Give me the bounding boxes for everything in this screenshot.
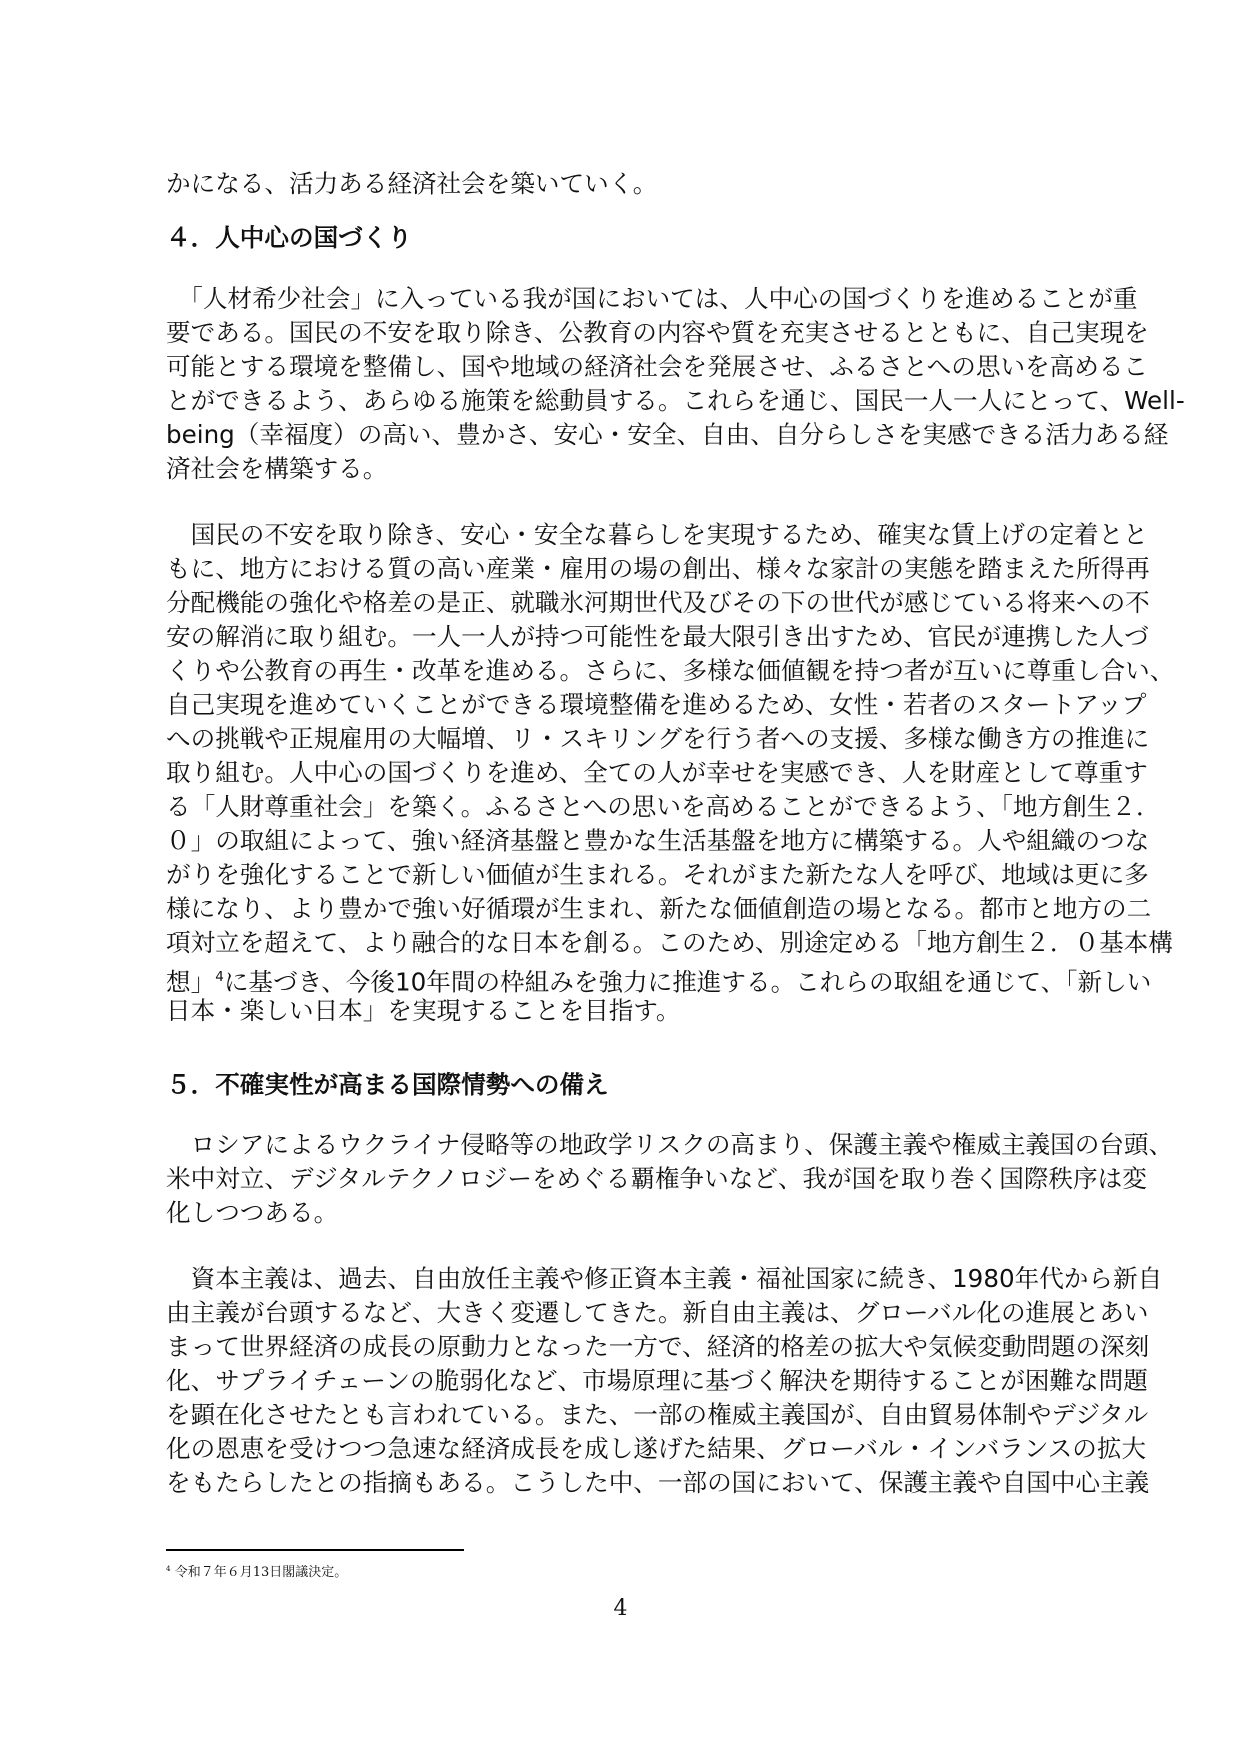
body-line: 由主義が台頭するなど、大きく変遷してきた。新自由主義は、グローバル化の進展とあい <box>166 1298 1149 1327</box>
body-line: 化しつつある。 <box>166 1198 339 1227</box>
body-line: とができるよう、あらゆる施策を総動員する。これらを通じ、国民一人一人にとって、Well- <box>166 386 1185 415</box>
footnote-reference[interactable]: 4 <box>215 969 224 985</box>
body-line: くりや公教育の再生・改革を進める。さらに、多様な価値観を持つ者が互いに尊重し合い、 <box>166 656 1175 685</box>
body-line: る「人財尊重社会」を築く。ふるさとへの思いを高めることができるよう、「地方創生２． <box>166 792 1161 821</box>
body-line: 済社会を構築する。 <box>166 454 388 483</box>
body-line: 様になり、より豊かで強い好循環が生まれ、新たな価値創造の場となる。都市と地方の二 <box>166 894 1152 923</box>
body-line: 取り組む。人中心の国づくりを進め、全ての人が幸せを実感でき、人を財産として尊重す <box>166 758 1148 787</box>
body-line: 要である。国民の不安を取り除き、公教育の内容や質を充実させるとともに、自己実現を <box>166 318 1149 347</box>
body-line: being（幸福度）の高い、豊かさ、安心・安全、自由、自分らしさを実感できる活力ある経 <box>166 420 1169 449</box>
body-line: 「人材希少社会」に入っている我が国においては、人中心の国づくりを進めることが重 <box>166 284 1138 313</box>
body-line: 分配機能の強化や格差の是正、就職氷河期世代及びその下の世代が感じている将来への不 <box>166 588 1150 617</box>
body-line: 化の恩恵を受けつつ急速な経済成長を成し遂げた結果、グローバル・インバランスの拡大 <box>166 1434 1147 1463</box>
body-line: 国民の不安を取り除き、安心・安全な暮らしを実現するため、確実な賃上げの定着とと <box>166 520 1148 549</box>
body-line: まって世界経済の成長の原動力となった一方で、経済的格差の拡大や気候変動問題の深刻 <box>166 1332 1150 1361</box>
body-line: をもたらしたとの指摘もある。こうした中、一部の国において、保護主義や自国中心主義 <box>166 1468 1150 1497</box>
body-line: 項対立を超えて、より融合的な日本を創る。このため、別途定める「地方創生２．０基本構 <box>166 928 1173 957</box>
body-line: 資本主義は、過去、自由放任主義や修正資本主義・福祉国家に続き、1980年代から新自 <box>166 1264 1163 1293</box>
body-line: ０」の取組によって、強い経済基盤と豊かな生活基盤を地方に構築する。人や組織のつな <box>166 826 1150 855</box>
body-line: 米中対立、デジタルテクノロジーをめぐる覇権争いなど、我が国を取り巻く国際秩序は変 <box>166 1164 1147 1193</box>
body-line: 日本・楽しい日本」を実現することを目指す。 <box>166 996 681 1025</box>
body-line: 安の解消に取り組む。一人一人が持つ可能性を最大限引き出すため、官民が連携した人づ <box>166 622 1149 651</box>
section-heading-5: ５．不確実性が高まる国際情勢への備え <box>166 1070 609 1099</box>
body-line: かになる、活力ある経済社会を築いていく。 <box>166 169 658 198</box>
body-line: がりを強化することで新しい価値が生まれる。それがまた新たな人を呼び、地域は更に多 <box>166 860 1149 889</box>
footnote-divider <box>166 1549 464 1551</box>
body-line: 化、サプライチェーンの脆弱化など、市場原理に基づく解決を期待することが困難な問題 <box>166 1366 1148 1395</box>
footnote-marker: 4 <box>166 1564 171 1573</box>
body-line: ロシアによるウクライナ侵略等の地政学リスクの高まり、保護主義や権威主義国の台頭、 <box>166 1130 1174 1159</box>
footnote <box>166 1560 347 1582</box>
body-line: 可能とする環境を整備し、国や地域の経済社会を発展させ、ふるさとへの思いを高めるこ <box>166 352 1149 381</box>
text-segment: 想」 <box>166 967 216 997</box>
page-number: 4 <box>613 1596 628 1621</box>
footnote-text: 令和７年６月13日閣議決定。 <box>174 1565 348 1580</box>
section-heading-4: ４．人中心の国づくり <box>166 223 412 252</box>
body-line: を顕在化させたとも言われている。また、一部の権威主義国が、自由貿易体制やデジタル <box>166 1400 1149 1429</box>
body-line: もに、地方における質の高い産業・雇用の場の創出、様々な家計の実態を踏まえた所得再 <box>166 554 1150 583</box>
body-line: への挑戦や正規雇用の大幅増、リ・スキリングを行う者への支援、多様な働き方の推進に <box>166 724 1150 753</box>
text-segment: に基づき、今後10年間の枠組みを強力に推進する。これらの取組を通じて、「新しい <box>223 967 1152 997</box>
body-line: 自己実現を進めていくことができる環境整備を進めるため、女性・若者のスタートアップ <box>166 690 1147 719</box>
